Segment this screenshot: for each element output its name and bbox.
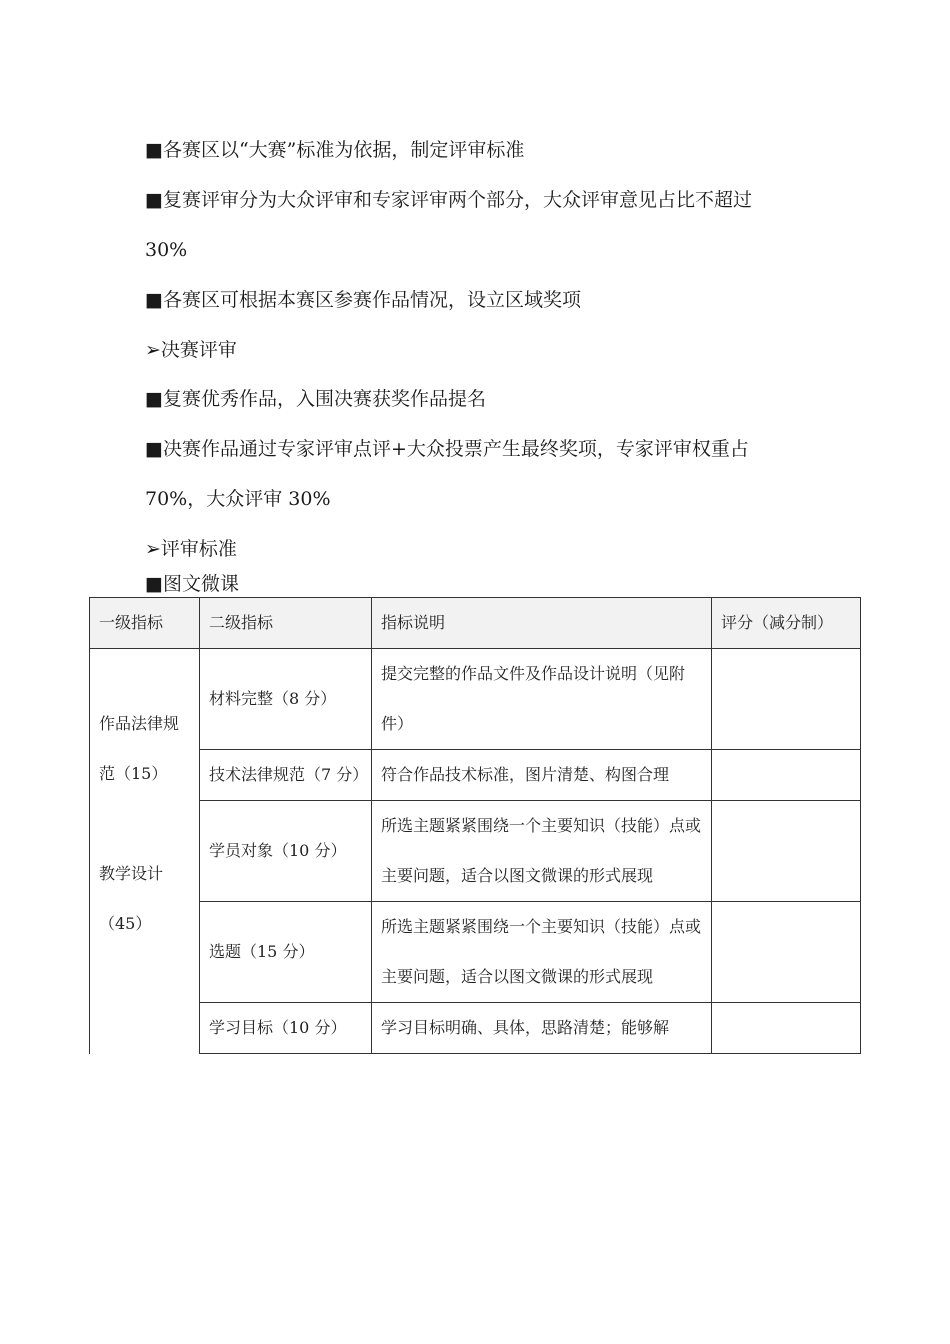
level2-cell: 学习目标（10 分） [200, 1003, 372, 1054]
level2-cell: 选题（15 分） [200, 902, 372, 1003]
table-row [90, 902, 861, 1003]
level1-line: （45） [99, 914, 152, 933]
paragraph-4: ■各赛区可根据本赛区参赛作品情况，设立区域奖项 [145, 289, 581, 311]
description-cell: 符合作品技术标准，图片清楚、构图合理 [372, 750, 712, 801]
heading-review-criteria: ➢评审标准 [145, 538, 237, 560]
paragraph-2: ■复赛评审分为大众评审和专家评审两个部分，大众评审意见占比不超过 [145, 189, 752, 211]
paragraph-7: 70%，大众评审 30% [145, 488, 331, 510]
paragraph-3: 30% [145, 239, 188, 261]
criteria-table [89, 597, 861, 1054]
level2-cell: 技术法律规范（7 分） [200, 750, 372, 801]
level1-line: 范（15） [99, 764, 168, 783]
table-row [90, 1003, 861, 1054]
description-cell: 所选主题紧紧围绕一个主要知识（技能）点或主要问题，适合以图文微课的形式展现 [372, 902, 712, 1003]
table-row [90, 649, 861, 750]
level2-cell: 学员对象（10 分） [200, 801, 372, 902]
description-cell: 学习目标明确、具体，思路清楚；能够解 [372, 1003, 712, 1054]
score-cell[interactable] [712, 902, 861, 1003]
heading-graphic-microcourse: ■图文微课 [145, 573, 239, 595]
header-level2: 二级指标 [200, 598, 372, 649]
score-cell[interactable] [712, 1003, 861, 1054]
level1-line: 教学设计 [99, 864, 164, 883]
paragraph-6: ■决赛作品通过专家评审点评+大众投票产生最终奖项，专家评审权重占 [145, 438, 749, 460]
paragraph-5: ■复赛优秀作品，入围决赛获奖作品提名 [145, 388, 486, 410]
table-header-row [90, 598, 861, 649]
table-row [90, 750, 861, 801]
description-cell: 所选主题紧紧围绕一个主要知识（技能）点或主要问题，适合以图文微课的形式展现 [372, 801, 712, 902]
description-cell: 提交完整的作品文件及作品设计说明（见附件） [372, 649, 712, 750]
header-description: 指标说明 [372, 598, 712, 649]
header-score: 评分（减分制） [712, 598, 861, 649]
level1-line: 作品法律规 [99, 714, 180, 733]
criteria-table-container [89, 597, 861, 1054]
score-cell[interactable] [712, 750, 861, 801]
header-level1: 一级指标 [90, 598, 200, 649]
heading-final-review: ➢决赛评审 [145, 339, 237, 361]
level2-cell: 材料完整（8 分） [200, 649, 372, 750]
level1-cell [90, 649, 200, 1054]
score-cell[interactable] [712, 649, 861, 750]
score-cell[interactable] [712, 801, 861, 902]
table-row [90, 801, 861, 902]
paragraph-1: ■各赛区以“大赛”标准为依据，制定评审标准 [145, 139, 525, 161]
